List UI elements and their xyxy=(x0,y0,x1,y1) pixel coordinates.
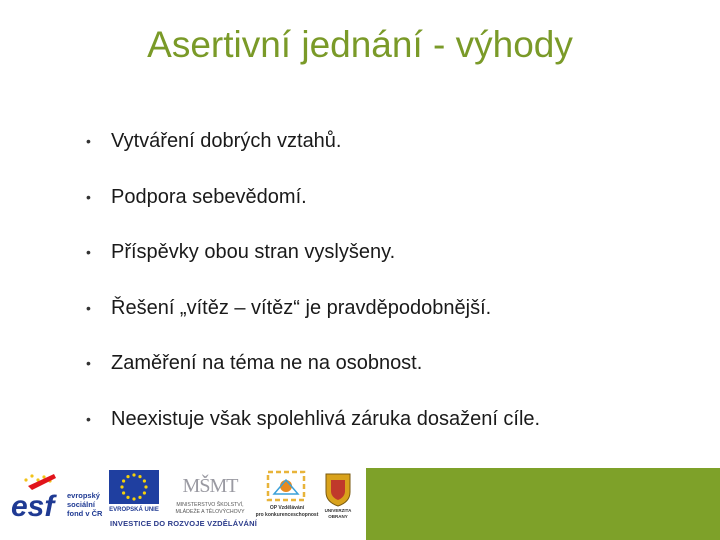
esf-caption-1: evropský xyxy=(67,491,100,500)
bullet-item xyxy=(86,184,686,211)
esf-caption-3: fond v ČR xyxy=(67,509,103,518)
bullet-icon: • xyxy=(86,244,91,260)
msmt-logo xyxy=(170,466,256,518)
university-caption-2: OBRANY xyxy=(328,514,348,519)
bullet-item xyxy=(86,350,686,377)
bullet-item xyxy=(86,406,686,433)
msmt-logo-text: MŠMT xyxy=(182,475,238,497)
op-caption-1: OP Vzdělávání xyxy=(269,505,305,511)
bullet-text: Vytváření dobrých vztahů. xyxy=(111,130,342,152)
investment-slogan: INVESTICE DO ROZVOJE VZDĚLÁVÁNÍ xyxy=(110,519,258,528)
eu-flag-icon xyxy=(106,470,162,512)
bullet-icon: • xyxy=(86,410,91,427)
op-vk-logo xyxy=(254,468,320,518)
bullet-item xyxy=(86,128,686,155)
esf-caption-2: sociální xyxy=(67,500,95,509)
slide-title: Asertivní jednání - výhody xyxy=(147,24,573,65)
esf-logo-text: esf xyxy=(11,490,55,520)
bullet-text: Příspěvky obou stran vyslyšeny. xyxy=(111,241,396,263)
eu-caption: EVROPSKÁ UNIE xyxy=(109,507,159,512)
bullet-item xyxy=(86,295,686,322)
bullet-icon: • xyxy=(86,133,91,149)
footer-green-bar xyxy=(366,468,720,540)
esf-logo xyxy=(10,468,105,520)
bullet-item xyxy=(86,239,686,266)
bullet-text: Řešení „vítěz – vítěz“ je pravděpodobnější. xyxy=(111,296,492,319)
bullet-list xyxy=(86,128,686,461)
bullet-text: Zaměření na téma ne na osobnost. xyxy=(111,352,423,374)
bullet-icon: • xyxy=(86,355,91,371)
footer-logo-strip xyxy=(0,462,366,540)
bullet-text: Neexistuje však spolehlivá záruka dosažení cíle. xyxy=(111,407,541,430)
university-caption-1: UNIVERZITA xyxy=(324,508,352,513)
op-caption-2: pro konkurenceschopnost xyxy=(255,512,319,518)
msmt-caption-1: MINISTERSTVO ŠKOLSTVÍ, xyxy=(176,502,244,508)
bullet-icon: • xyxy=(86,188,91,205)
bullet-text: Podpora sebevědomí. xyxy=(111,185,307,208)
msmt-caption-2: MLÁDEŽE A TĚLOVÝCHOVY xyxy=(175,509,245,515)
bullet-icon: • xyxy=(86,299,91,316)
university-emblem-icon xyxy=(320,470,356,520)
